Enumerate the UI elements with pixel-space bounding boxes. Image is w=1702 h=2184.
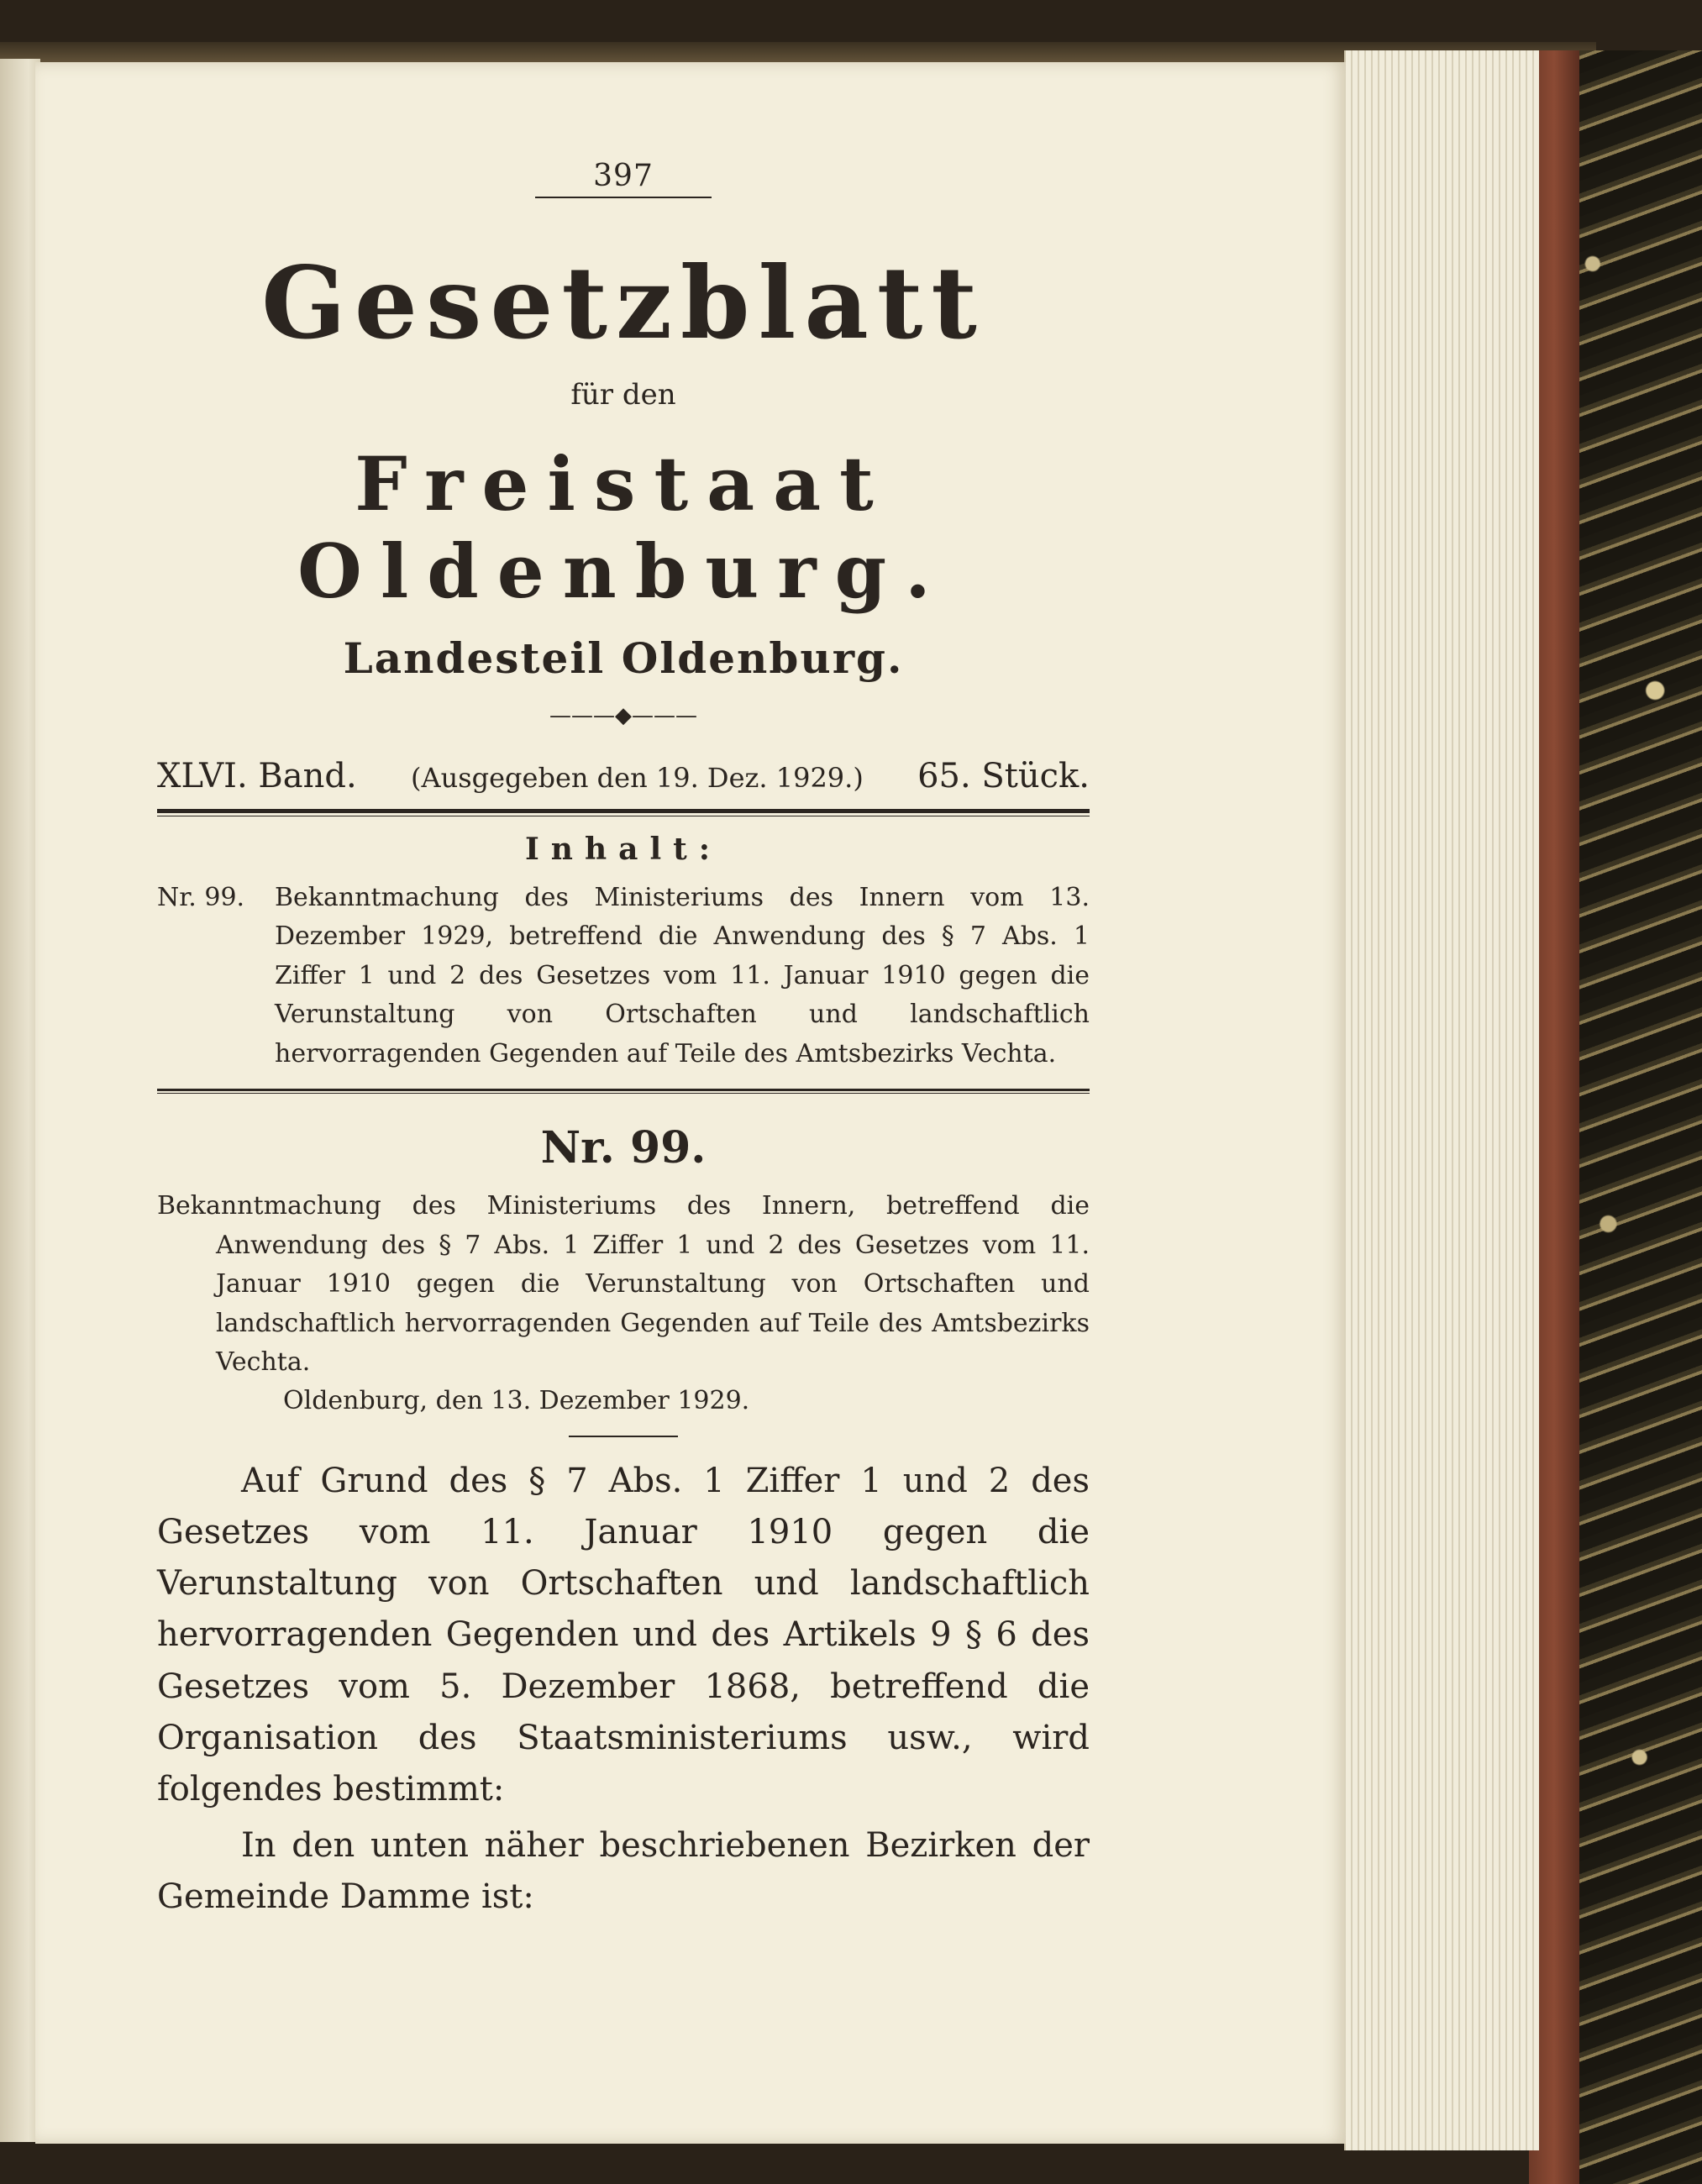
contents-entry <box>157 879 1090 1074</box>
ornament-divider: ———◆——— <box>549 702 697 728</box>
page-number: 397 <box>535 159 712 198</box>
contents-entry-text: Bekanntmachung des Ministeriums des Innern vom 13. Dezember 1929, betreffend die Anwendung des § 7 Abs. 1 Ziffer 1 und 2 des Gesetzes vom 11. Januar 1910 gegen die Verunstaltung von Ortschaften und landschaftlich hervorragenden Gegenden auf Teile des Amtsbezirks Vechta. <box>275 882 1090 1068</box>
announcement-number: Nr. 99. <box>540 1122 707 1174</box>
gazette-title: Gesetzblatt <box>261 244 985 361</box>
issue-info-line <box>157 757 1090 795</box>
contents-heading: Inhalt: <box>524 831 722 867</box>
paragraph-1: Auf Grund des § 7 Abs. 1 Ziffer 1 und 2 des Gesetzes vom 11. Januar 1910 gegen die Verunstaltung von Ortschaften und landschaftlich hervorragenden Gegenden und des Artikels 9 § 6 des Gesetzes vom 5. Dezember 1868, betreffend die Organisation des Staatsministeriums usw., wird folgendes bestimmt: <box>157 1461 1090 1809</box>
short-rule <box>569 1436 678 1437</box>
landesteil-name: Landesteil Oldenburg. <box>343 633 904 683</box>
announcement-title: Bekanntmachung des Ministeriums des Innern, betreffend die Anwendung des § 7 Abs. 1 Ziffer 1 und 2 des Gesetzes vom 11. Januar 1910 gegen die Verunstaltung von Ortschaften und landschaftlich hervorragenden Gegenden auf Teile des Amtsbezirks Vechta. <box>157 1191 1090 1378</box>
document-page <box>35 62 1346 2144</box>
volume-label: XLVI. Band. <box>157 756 357 795</box>
issue-number: 65. Stück. <box>917 756 1090 795</box>
announcement-date: Oldenburg, den 13. Dezember 1929. <box>283 1385 750 1415</box>
contents-entry-number: Nr. 99. <box>157 882 245 912</box>
issue-date: (Ausgegeben den 19. Dez. 1929.) <box>410 761 864 794</box>
subtitle-fuer-den: für den <box>570 377 676 412</box>
page-content <box>157 159 1090 1923</box>
section-rule <box>157 1089 1090 1094</box>
page-edges <box>1344 50 1539 2150</box>
paragraph-2: In den unten näher beschriebenen Bezirken der Gemeinde Damme ist: <box>157 1826 1090 1917</box>
state-name: Freistaat Oldenburg. <box>297 439 949 615</box>
double-rule <box>157 809 1090 816</box>
left-page-edge <box>0 59 40 2142</box>
